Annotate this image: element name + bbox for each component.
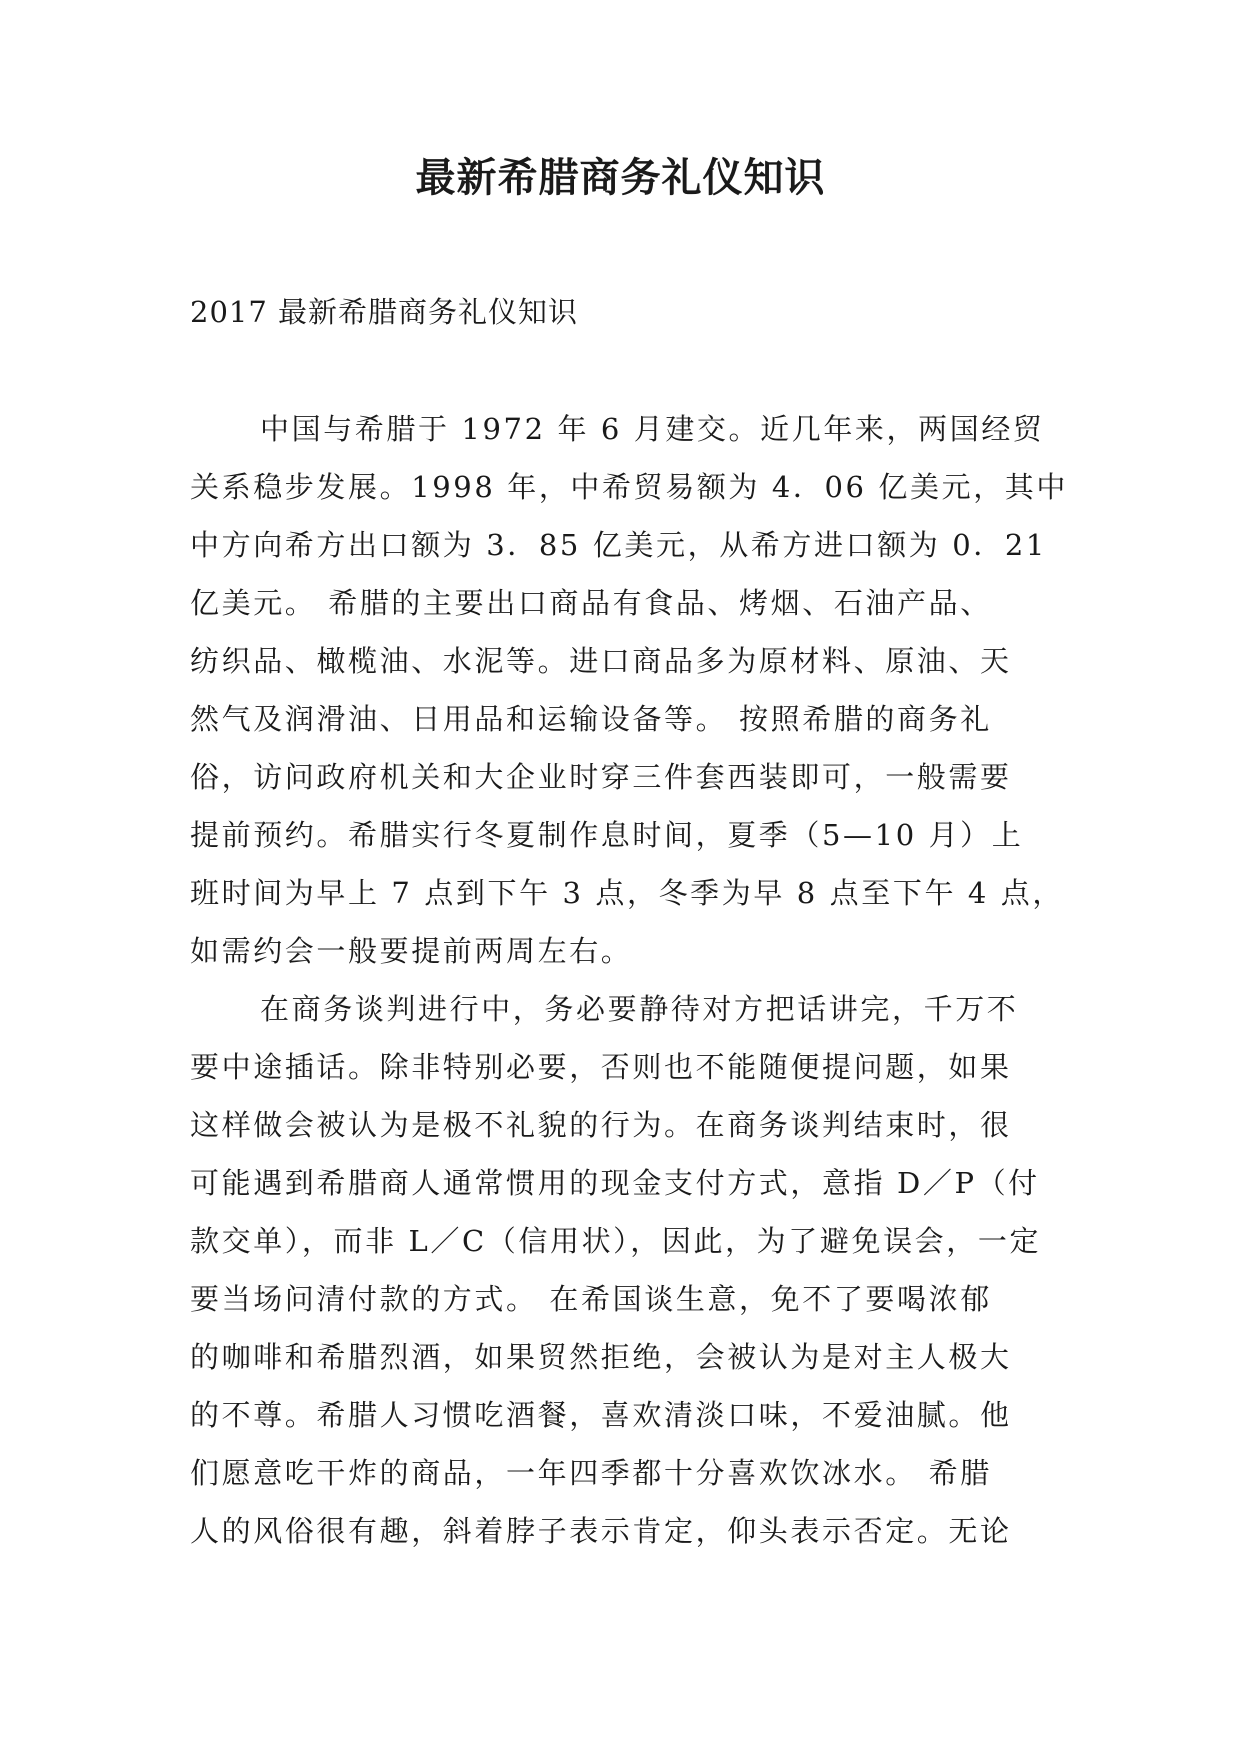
text-line: 们愿意吃干炸的商品，一年四季都十分喜欢饮冰水。 希腊 <box>190 1456 992 1490</box>
document-body <box>190 400 1069 1560</box>
text-line: 中方向希方出口额为 3．85 亿美元，从希方进口额为 0．21 <box>190 528 1047 562</box>
text-line: 中国与希腊于 1972 年 6 月建交。近几年来，两国经贸 <box>260 412 1045 446</box>
text-line: 俗，访问政府机关和大企业时穿三件套西装即可，一般需要 <box>190 760 1012 794</box>
text-line: 纺织品、橄榄油、水泥等。进口商品多为原材料、原油、天 <box>190 644 1012 678</box>
text-line: 关系稳步发展。1998 年，中希贸易额为 4．06 亿美元，其中 <box>190 470 1069 504</box>
text-line: 人的风俗很有趣，斜着脖子表示肯定，仰头表示否定。无论 <box>190 1514 1012 1548</box>
text-line: 要中途插话。除非特别必要，否则也不能随便提问题，如果 <box>190 1050 1012 1084</box>
text-line: 款交单），而非 L／C（信用状），因此，为了避免误会，一定 <box>190 1224 1042 1258</box>
text-line: 的不尊。希腊人习惯吃酒餐，喜欢清淡口味，不爱油腻。他 <box>190 1398 1012 1432</box>
text-line: 如需约会一般要提前两周左右。 <box>190 934 633 968</box>
text-line: 班时间为早上 7 点到下午 3 点，冬季为早 8 点至下午 4 点， <box>190 876 1064 910</box>
text-line: 可能遇到希腊商人通常惯用的现金支付方式，意指 D／P（付 <box>190 1166 1040 1200</box>
text-line: 然气及润滑油、日用品和运输设备等。 按照希腊的商务礼 <box>190 702 992 736</box>
document-subtitle: 2017 最新希腊商务礼仪知识 <box>190 295 579 329</box>
text-line: 这样做会被认为是极不礼貌的行为。在商务谈判结束时，很 <box>190 1108 1012 1142</box>
text-line: 在商务谈判进行中，务必要静待对方把话讲完，千万不 <box>260 992 1019 1026</box>
text-line: 要当场问清付款的方式。 在希国谈生意，免不了要喝浓郁 <box>190 1282 992 1316</box>
text-line: 提前预约。希腊实行冬夏制作息时间，夏季（5—10 月）上 <box>190 818 1024 852</box>
document-title: 最新希腊商务礼仪知识 <box>415 155 826 201</box>
text-line: 亿美元。 希腊的主要出口商品有食品、烤烟、石油产品、 <box>190 586 992 620</box>
text-line: 的咖啡和希腊烈酒，如果贸然拒绝，会被认为是对主人极大 <box>190 1340 1012 1374</box>
